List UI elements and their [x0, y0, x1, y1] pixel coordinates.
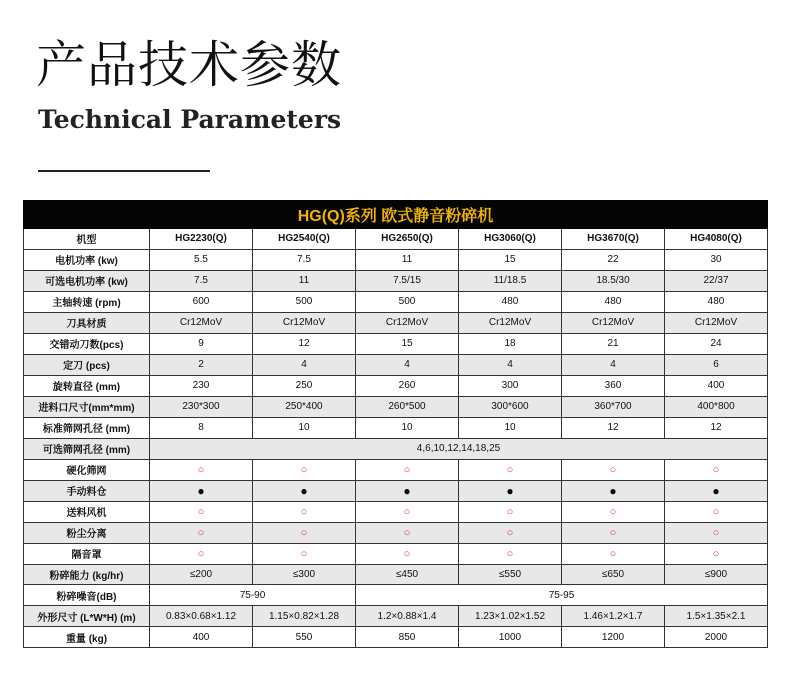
- feature-cell: [356, 480, 459, 501]
- value-cell: 500: [356, 291, 459, 312]
- feature-row: [24, 480, 768, 501]
- optional-mark-icon: ○: [197, 463, 205, 476]
- capacity-row: [24, 564, 768, 585]
- value-cell: 15: [459, 249, 562, 270]
- spec-row: [24, 333, 768, 354]
- row-label: 粉碎能力 (kg/hr): [24, 564, 150, 585]
- model-cell: HG2650(Q): [356, 229, 459, 250]
- value-cell: 18: [459, 333, 562, 354]
- model-label: 机型: [24, 229, 150, 250]
- spec-row: [24, 270, 768, 291]
- value-cell: 230: [150, 375, 253, 396]
- value-cell: Cr12MoV: [253, 312, 356, 333]
- feature-cell: [562, 501, 665, 522]
- value-cell: 10: [459, 417, 562, 438]
- standard-mark-icon: ●: [403, 483, 411, 498]
- spec-row: [24, 417, 768, 438]
- page-title: 产品技术参数: [36, 36, 342, 94]
- optional-mark-icon: ○: [609, 547, 617, 560]
- value-cell: 250*400: [253, 396, 356, 417]
- value-cell: 10: [253, 417, 356, 438]
- value-cell: 30: [665, 249, 768, 270]
- feature-cell: [253, 522, 356, 543]
- optional-mark-icon: ○: [609, 505, 617, 518]
- value-cell: 24: [665, 333, 768, 354]
- optional-mark-icon: ○: [712, 526, 720, 539]
- value-cell: 11: [356, 249, 459, 270]
- feature-cell: [253, 501, 356, 522]
- value-cell: 4: [356, 354, 459, 375]
- standard-mark-icon: ●: [300, 483, 308, 498]
- model-cell: HG2540(Q): [253, 229, 356, 250]
- value-cell: 11: [253, 270, 356, 291]
- row-label: 手动料仓: [24, 480, 150, 501]
- feature-cell: [150, 459, 253, 480]
- value-cell: ≤450: [356, 564, 459, 585]
- feature-cell: [459, 543, 562, 564]
- value-cell: 9: [150, 333, 253, 354]
- spec-row: [24, 249, 768, 270]
- feature-cell: [356, 459, 459, 480]
- value-cell: 1000: [459, 627, 562, 648]
- value-cell: 260: [356, 375, 459, 396]
- optional-mark-icon: ○: [403, 463, 411, 476]
- value-cell: 7.5: [253, 249, 356, 270]
- value-cell: 300*600: [459, 396, 562, 417]
- value-cell: 12: [562, 417, 665, 438]
- optional-mark-icon: ○: [300, 547, 308, 560]
- feature-cell: [562, 543, 665, 564]
- title-divider: [38, 170, 210, 172]
- value-cell: 1.5×1.35×2.1: [665, 606, 768, 627]
- value-cell: 360: [562, 375, 665, 396]
- value-cell: 22/37: [665, 270, 768, 291]
- value-cell: ≤550: [459, 564, 562, 585]
- value-cell: Cr12MoV: [459, 312, 562, 333]
- value-cell: ≤650: [562, 564, 665, 585]
- feature-cell: [356, 522, 459, 543]
- value-cell: 480: [665, 291, 768, 312]
- model-row: [24, 229, 768, 250]
- spec-table: [23, 200, 768, 648]
- optional-mark-icon: ○: [197, 547, 205, 560]
- value-cell: 12: [665, 417, 768, 438]
- value-cell: 600: [150, 291, 253, 312]
- value-cell: 5.5: [150, 249, 253, 270]
- optional-mark-icon: ○: [506, 505, 514, 518]
- value-cell: 1.2×0.88×1.4: [356, 606, 459, 627]
- feature-cell: [562, 522, 665, 543]
- feature-cell: [562, 459, 665, 480]
- table-title: HG(Q)系列 欧式静音粉碎机: [24, 201, 768, 229]
- value-cell: 4: [253, 354, 356, 375]
- value-cell: Cr12MoV: [562, 312, 665, 333]
- row-label: 进料口尺寸(mm*mm): [24, 396, 150, 417]
- value-cell: ≤200: [150, 564, 253, 585]
- feature-cell: [665, 522, 768, 543]
- optional-mark-icon: ○: [403, 526, 411, 539]
- spec-row: [24, 312, 768, 333]
- value-cell: 4: [459, 354, 562, 375]
- feature-cell: [150, 543, 253, 564]
- value-cell: 850: [356, 627, 459, 648]
- dimensions-row: [24, 606, 768, 627]
- row-label: 粉碎噪音(dB): [24, 585, 150, 606]
- optional-mark-icon: ○: [403, 547, 411, 560]
- standard-mark-icon: ●: [712, 483, 720, 498]
- standard-mark-icon: ●: [609, 483, 617, 498]
- optional-mark-icon: ○: [300, 526, 308, 539]
- optional-mark-icon: ○: [506, 526, 514, 539]
- feature-row: [24, 543, 768, 564]
- value-cell: 4,6,10,12,14,18,25: [150, 438, 768, 459]
- model-cell: HG3060(Q): [459, 229, 562, 250]
- row-label: 粉尘分离: [24, 522, 150, 543]
- noise-row: [24, 585, 768, 606]
- value-cell: 230*300: [150, 396, 253, 417]
- optional-mark-icon: ○: [506, 547, 514, 560]
- value-cell: 2000: [665, 627, 768, 648]
- row-label: 硬化筛网: [24, 459, 150, 480]
- feature-row: [24, 522, 768, 543]
- feature-cell: [150, 522, 253, 543]
- value-cell: 260*500: [356, 396, 459, 417]
- value-cell: 2: [150, 354, 253, 375]
- row-label: 标准筛网孔径 (mm): [24, 417, 150, 438]
- row-label: 可选电机功率 (kw): [24, 270, 150, 291]
- value-cell: 11/18.5: [459, 270, 562, 291]
- row-label: 电机功率 (kw): [24, 249, 150, 270]
- optional-mark-icon: ○: [300, 463, 308, 476]
- value-cell: 400: [150, 627, 253, 648]
- value-cell: 12: [253, 333, 356, 354]
- standard-mark-icon: ●: [197, 483, 205, 498]
- value-cell: 360*700: [562, 396, 665, 417]
- feature-cell: [253, 459, 356, 480]
- feature-row: [24, 459, 768, 480]
- optional-mark-icon: ○: [712, 463, 720, 476]
- feature-cell: [356, 501, 459, 522]
- standard-mark-icon: ●: [506, 483, 514, 498]
- spec-row: [24, 375, 768, 396]
- optional-screen-row: [24, 438, 768, 459]
- model-cell: HG4080(Q): [665, 229, 768, 250]
- value-cell: 480: [459, 291, 562, 312]
- value-cell: Cr12MoV: [356, 312, 459, 333]
- optional-mark-icon: ○: [300, 505, 308, 518]
- row-label: 定刀 (pcs): [24, 354, 150, 375]
- value-cell: ≤300: [253, 564, 356, 585]
- feature-cell: [253, 480, 356, 501]
- optional-mark-icon: ○: [609, 526, 617, 539]
- optional-mark-icon: ○: [197, 505, 205, 518]
- weight-row: [24, 627, 768, 648]
- value-cell: 7.5: [150, 270, 253, 291]
- optional-mark-icon: ○: [712, 547, 720, 560]
- value-cell: 4: [562, 354, 665, 375]
- row-label: 可选筛网孔径 (mm): [24, 438, 150, 459]
- row-label: 刀具材质: [24, 312, 150, 333]
- row-label: 重量 (kg): [24, 627, 150, 648]
- value-cell: 8: [150, 417, 253, 438]
- row-label: 旋转直径 (mm): [24, 375, 150, 396]
- value-cell: 22: [562, 249, 665, 270]
- optional-mark-icon: ○: [506, 463, 514, 476]
- value-cell: 1.46×1.2×1.7: [562, 606, 665, 627]
- feature-cell: [665, 459, 768, 480]
- value-cell: 500: [253, 291, 356, 312]
- feature-cell: [253, 543, 356, 564]
- feature-cell: [665, 543, 768, 564]
- spec-row: [24, 291, 768, 312]
- value-cell: 7.5/15: [356, 270, 459, 291]
- row-label: 送料风机: [24, 501, 150, 522]
- feature-cell: [150, 501, 253, 522]
- value-cell: 10: [356, 417, 459, 438]
- value-cell: 18.5/30: [562, 270, 665, 291]
- value-cell: Cr12MoV: [150, 312, 253, 333]
- value-cell: 15: [356, 333, 459, 354]
- optional-mark-icon: ○: [712, 505, 720, 518]
- value-cell: 480: [562, 291, 665, 312]
- value-cell: 75-95: [356, 585, 768, 606]
- feature-cell: [459, 522, 562, 543]
- value-cell: 1.15×0.82×1.28: [253, 606, 356, 627]
- model-cell: HG3670(Q): [562, 229, 665, 250]
- value-cell: 0.83×0.68×1.12: [150, 606, 253, 627]
- spec-row: [24, 396, 768, 417]
- feature-cell: [459, 459, 562, 480]
- feature-cell: [665, 501, 768, 522]
- feature-row: [24, 501, 768, 522]
- feature-cell: [459, 480, 562, 501]
- feature-cell: [356, 543, 459, 564]
- optional-mark-icon: ○: [609, 463, 617, 476]
- value-cell: 400: [665, 375, 768, 396]
- value-cell: 6: [665, 354, 768, 375]
- feature-cell: [150, 480, 253, 501]
- value-cell: 550: [253, 627, 356, 648]
- value-cell: 21: [562, 333, 665, 354]
- row-label: 主轴转速 (rpm): [24, 291, 150, 312]
- feature-cell: [665, 480, 768, 501]
- optional-mark-icon: ○: [197, 526, 205, 539]
- value-cell: ≤900: [665, 564, 768, 585]
- model-cell: HG2230(Q): [150, 229, 253, 250]
- value-cell: 250: [253, 375, 356, 396]
- value-cell: Cr12MoV: [665, 312, 768, 333]
- value-cell: 75-90: [150, 585, 356, 606]
- optional-mark-icon: ○: [403, 505, 411, 518]
- spec-row: [24, 354, 768, 375]
- value-cell: 1.23×1.02×1.52: [459, 606, 562, 627]
- page-subtitle: Technical Parameters: [38, 105, 342, 134]
- feature-cell: [459, 501, 562, 522]
- row-label: 隔音罩: [24, 543, 150, 564]
- value-cell: 1200: [562, 627, 665, 648]
- feature-cell: [562, 480, 665, 501]
- row-label: 交错动刀数(pcs): [24, 333, 150, 354]
- table-title-row: [24, 201, 768, 229]
- value-cell: 400*800: [665, 396, 768, 417]
- value-cell: 300: [459, 375, 562, 396]
- row-label: 外形尺寸 (L*W*H) (m): [24, 606, 150, 627]
